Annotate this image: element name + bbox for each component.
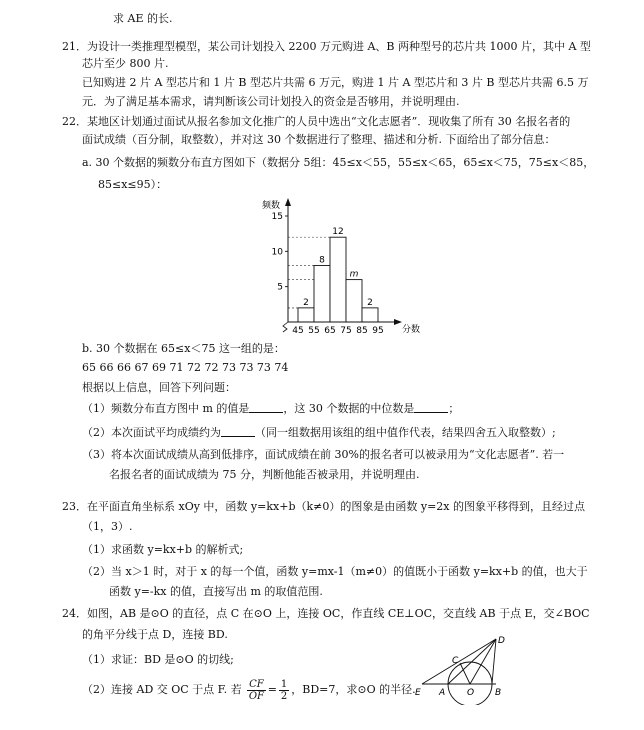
circle-tangent-figure	[412, 635, 522, 705]
bar-85-95	[362, 308, 378, 322]
q22-sub-2	[82, 425, 556, 440]
q22-s2-text-b: （同一组数据用该组的组中值作代表，结果四舍五入取整数）;	[255, 426, 556, 439]
q22-sub-3-line-1: （3）将本次面试成绩从高到低排序，面试成绩在前 30%的报名者可以被录用为“文化志愿者”. 若一	[82, 448, 565, 461]
bar-65-75	[330, 237, 346, 322]
q24-line-1: 24．如图，AB 是⊙O 的直径，点 C 在⊙O 上，连接 OC，作直线 CE⊥OC，交直线 AB 于点 E，交∠BOC	[62, 607, 590, 620]
point-b: B	[495, 688, 502, 698]
q23-line-2: （1，3）.	[82, 520, 133, 533]
y-ticks	[272, 212, 288, 293]
bar-45-55	[298, 308, 314, 322]
q23-sub-2-line-1: （2）当 x＞1 时，对于 x 的每一个值，函数 y=mx-1（m≠0）的值既小于函数 y=kx+b 的值，也大于	[82, 565, 588, 578]
point-c: C	[452, 656, 459, 666]
answer-blank-m[interactable]	[249, 401, 283, 413]
half-numerator: 1	[280, 678, 288, 690]
point-e: E	[415, 688, 421, 698]
x-ticks	[292, 326, 383, 336]
q24-line-2: 的角平分线于点 D，连接 BD.	[82, 628, 228, 641]
x-axis-label: 分数	[402, 325, 421, 335]
line-oc	[460, 663, 470, 684]
q22-intro: 根据以上信息，回答下列问题：	[82, 381, 236, 394]
q24-s2-text-b: ，BD=7，求⊙O 的半径.	[291, 683, 416, 696]
point-o: O	[467, 688, 475, 698]
q22-s1-text-a: （1）频数分布直方图中 m 的值是	[82, 402, 250, 415]
q23-sub-1: （1）求函数 y=kx+b 的解析式;	[82, 543, 244, 556]
x-tick-55: 55	[308, 326, 320, 336]
q22-sub-1	[82, 401, 459, 416]
q21-line-3: 已知购进 2 片 A 型芯片和 1 片 B 型芯片共需 6 万元，购进 1 片 A 型芯片和 3 片 B 型芯片共需 6.5 万	[82, 76, 589, 89]
x-tick-45: 45	[292, 326, 304, 336]
bar-label-85-95: 2	[367, 297, 373, 308]
point-a: A	[439, 688, 446, 698]
x-tick-95: 95	[372, 326, 384, 336]
fraction-numerator: CF	[249, 678, 264, 690]
x-axis-arrow	[394, 319, 402, 325]
answer-blank-average[interactable]	[221, 425, 255, 437]
bar-55-65	[314, 265, 330, 322]
prev-question-tail: 求 AE 的长.	[113, 12, 173, 25]
fraction-denominator: OF	[248, 690, 264, 702]
bar-75-85	[346, 280, 362, 322]
line-ed	[422, 639, 496, 684]
q22-item-a-line-2: 85≤x≤95）：	[98, 178, 168, 191]
x-tick-85: 85	[356, 326, 368, 336]
y-tick-5: 5	[277, 282, 283, 293]
q22-item-a-line-1: a. 30 个数据的频数分布直方图如下（数据分 5组：45≤x＜55，55≤x＜65，65≤x＜75，75≤x＜85，	[82, 156, 595, 169]
y-tick-15: 15	[271, 212, 283, 222]
fraction-one-half	[279, 679, 289, 702]
q22-s2-text-a: （2）本次面试平均成绩约为	[82, 426, 221, 439]
q22-s1-text-b: ，这 30 个数据的中位数是	[283, 402, 415, 415]
y-axis-label: 频数	[262, 201, 281, 211]
q22-line-1: 22．某地区计划通过面试从报名参加文化推广的人员中选出“文化志愿者”．现收集了所有 30 名报名者的	[62, 115, 571, 128]
q22-line-2: 面试成绩（百分制，取整数），并对这 30 个数据进行了整理、描述和分析. 下面给出了部分信息：	[82, 133, 556, 146]
bar-label-55-65: 8	[319, 255, 325, 266]
q21-line-2: 芯片至少 800 片.	[82, 57, 169, 70]
q22-s1-text-c: ；	[448, 402, 460, 415]
half-denominator: 2	[280, 690, 288, 702]
x-tick-75: 75	[340, 326, 352, 336]
axis-break	[283, 322, 288, 332]
q24-s2-text-a: （2）连接 AD 交 OC 于点 F. 若	[82, 683, 242, 696]
q23-sub-2-line-2: 函数 y=-kx 的值，直接写出 m 的取值范围.	[109, 585, 323, 598]
q21-line-1: 21．为设计一类推理型模型，某公司计划投入 2200 万元购进 A、B 两种型号的芯片共 1000 片，其中 A 型	[62, 40, 591, 53]
equals-sign: =	[267, 683, 277, 696]
bar-label-65-75: 12	[332, 227, 344, 238]
bar-label-45-55: 2	[303, 297, 309, 308]
q24-sub-1: （1）求证：BD 是⊙O 的切线;	[82, 653, 234, 666]
answer-blank-median[interactable]	[414, 401, 448, 413]
q23-line-1: 23．在平面直角坐标系 xOy 中，函数 y=kx+b（k≠0）的图象是由函数 y=2x 的图象平移得到，且经过点	[62, 500, 585, 513]
bar-label-75-85: m	[349, 269, 359, 280]
point-d: D	[498, 636, 505, 646]
fraction-cf-over-of	[247, 679, 266, 702]
q24-sub-2	[82, 677, 416, 703]
line-od	[470, 639, 496, 684]
frequency-histogram	[258, 194, 428, 339]
q22-item-b-line-1: b. 30 个数据在 65≤x＜75 这一组的是：	[82, 342, 285, 355]
y-tick-10: 10	[271, 247, 283, 258]
q21-line-4: 元．为了满足基本需求，请判断该公司计划投入的资金是否够用，并说明理由.	[82, 95, 460, 108]
y-axis-arrow	[285, 198, 291, 206]
q22-sub-3-line-2: 名报名者的面试成绩为 75 分，判断他能否被录用，并说明理由.	[109, 468, 420, 481]
q22-item-b-data: 65 66 66 67 69 71 72 72 73 73 73 74	[82, 361, 289, 374]
x-tick-65: 65	[324, 326, 336, 336]
